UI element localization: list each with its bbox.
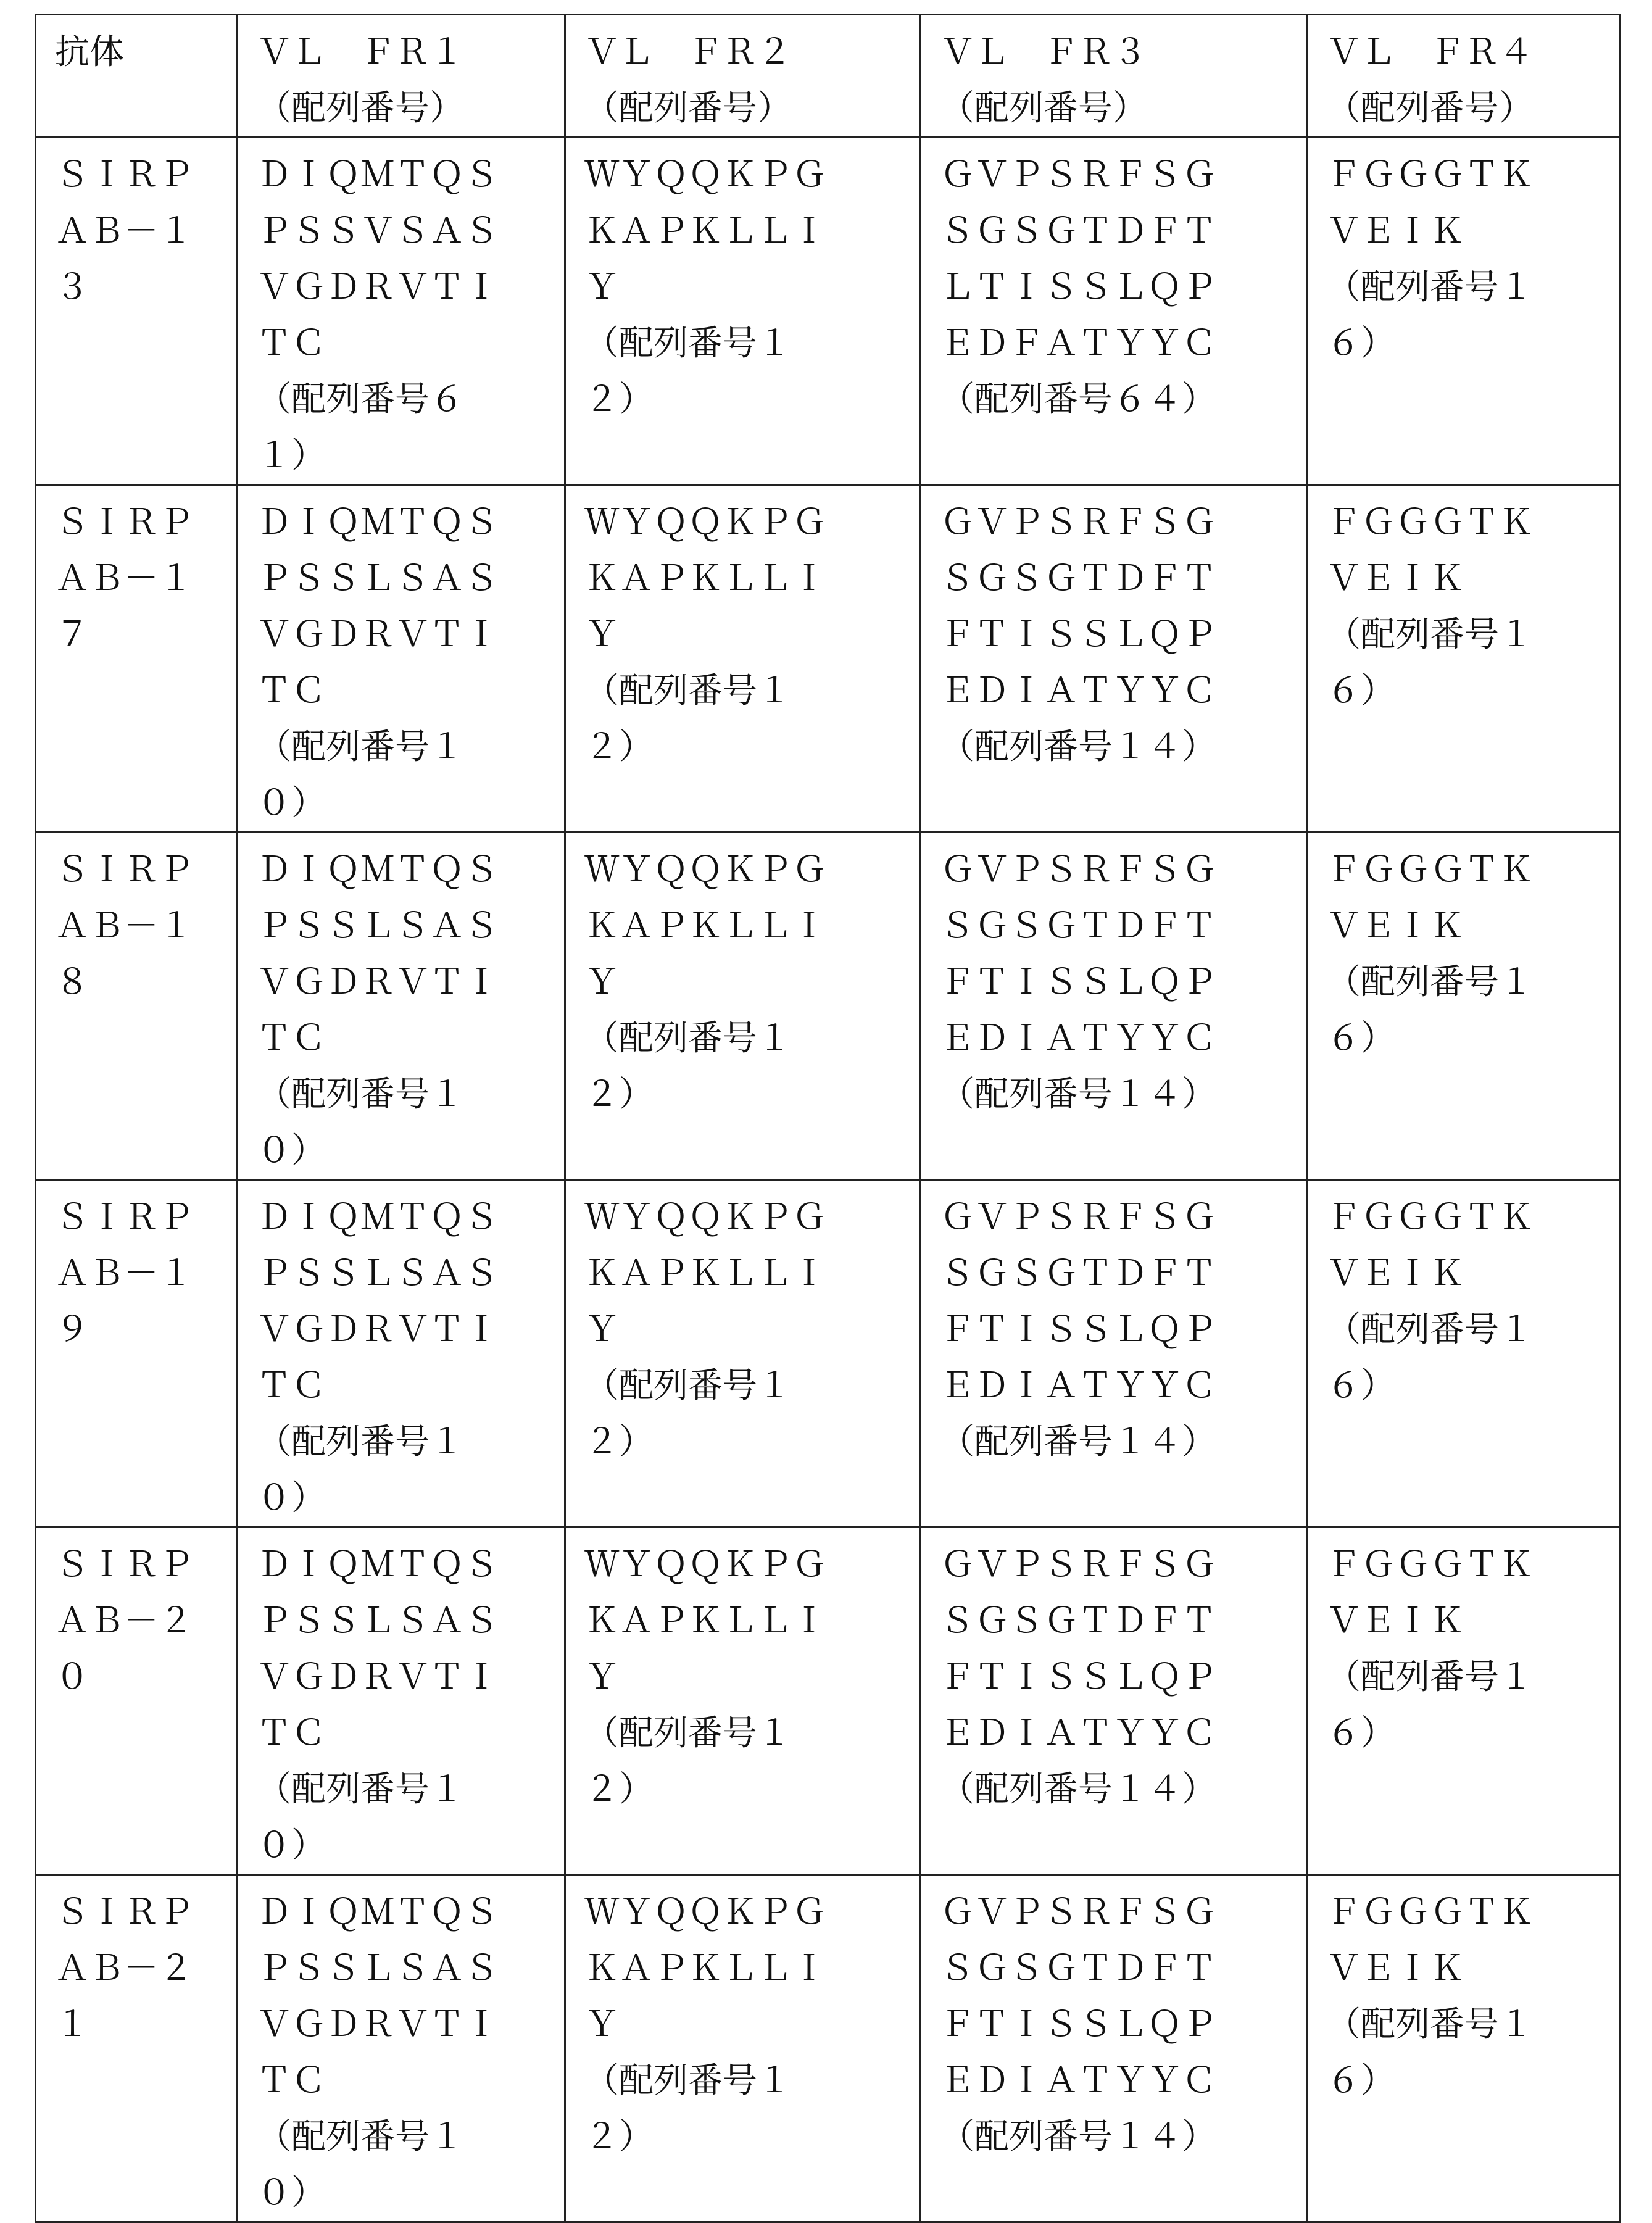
cell-text-line: ＧＶＰＳＲＦＳＧ — [940, 1537, 1306, 1593]
table-header-row — [36, 15, 1620, 138]
cell-text-line: ＳＩＲＰ — [55, 1189, 236, 1245]
cell-vl-fr1 — [238, 1875, 565, 2222]
cell-text-line: ＦＧＧＧＴＫ — [1326, 1537, 1619, 1593]
cell-text-line: （配列番号１ — [257, 1761, 564, 1818]
cell-text-line: ＫＡＰＫＬＬＩ — [584, 203, 919, 259]
cell-text-line: ＤＩＱＭＴＱＳ — [257, 1189, 564, 1245]
table-row — [36, 833, 1620, 1180]
cell-text-line: ＳＧＳＧＴＤＦＴ — [940, 1593, 1306, 1649]
cell-text-line: ３ — [55, 259, 236, 315]
cell-text-line: Ｙ — [584, 1302, 919, 1358]
cell-text-line: ＤＩＱＭＴＱＳ — [257, 1884, 564, 1940]
cell-text-line: ２） — [584, 1761, 919, 1818]
cell-text-line: Ｙ — [584, 954, 919, 1010]
table-row — [36, 485, 1620, 833]
cell-text-line: ＡＢ－１ — [55, 551, 236, 607]
cell-text-line: ＶＬ ＦＲ４ — [1326, 24, 1619, 80]
cell-text-line: （配列番号１ — [257, 1066, 564, 1123]
cell-text-line: ＦＧＧＧＴＫ — [1326, 494, 1619, 551]
cell-text-line: ＳＧＳＧＴＤＦＴ — [940, 1245, 1306, 1302]
cell-text-line: ０） — [257, 1818, 564, 1874]
cell-text-line: ＰＳＳＶＳＡＳ — [257, 203, 564, 259]
cell-text-line: ＫＡＰＫＬＬＩ — [584, 898, 919, 954]
cell-text-line: ＴＣ — [257, 1705, 564, 1761]
cell-text-line: ＤＩＱＭＴＱＳ — [257, 494, 564, 551]
cell-text-line: ＥＤＩＡＴＹＹＣ — [940, 1358, 1306, 1414]
cell-text-line: （配列番号１４） — [940, 719, 1306, 775]
cell-text-line: （配列番号１４） — [940, 1066, 1306, 1123]
cell-antibody — [36, 138, 238, 485]
cell-text-line: （配列番号１ — [584, 1010, 919, 1066]
cell-text-line: ＳＧＳＧＴＤＦＴ — [940, 203, 1306, 259]
cell-text-line: ＰＳＳＬＳＡＳ — [257, 1593, 564, 1649]
cell-text-line: ２） — [584, 1066, 919, 1123]
cell-text-line: ２） — [584, 1414, 919, 1470]
cell-text-line: ＬＴＩＳＳＬＱＰ — [940, 259, 1306, 315]
cell-text-line: １ — [55, 1997, 236, 2053]
cell-text-line: ７ — [55, 607, 236, 663]
cell-text-line: ＡＢ－２ — [55, 1593, 236, 1649]
cell-vl-fr4 — [1307, 1180, 1620, 1527]
cell-text-line: ＴＣ — [257, 315, 564, 372]
cell-text-line: ２） — [584, 2109, 919, 2165]
cell-vl-fr1 — [238, 1180, 565, 1527]
cell-text-line: ＤＩＱＭＴＱＳ — [257, 147, 564, 203]
cell-text-line: ＥＤＩＡＴＹＹＣ — [940, 1010, 1306, 1066]
cell-text-line: ＫＡＰＫＬＬＩ — [584, 551, 919, 607]
cell-text-line: ＥＤＩＡＴＹＹＣ — [940, 1705, 1306, 1761]
cell-text-line: ＡＢ－１ — [55, 1245, 236, 1302]
cell-text-line: （配列番号１４） — [940, 2109, 1306, 2165]
cell-vl-fr3 — [921, 1527, 1307, 1875]
cell-text-line: ＷＹＱＱＫＰＧ — [584, 147, 919, 203]
cell-vl-fr1 — [238, 485, 565, 833]
cell-vl-fr4 — [1307, 485, 1620, 833]
cell-text-line: ＧＶＰＳＲＦＳＧ — [940, 1189, 1306, 1245]
cell-text-line: ０） — [257, 1470, 564, 1526]
cell-text-line: ＰＳＳＬＳＡＳ — [257, 898, 564, 954]
cell-antibody — [36, 1875, 238, 2222]
cell-text-line: ６） — [1326, 663, 1619, 719]
antibody-vl-framework-table — [35, 14, 1621, 2223]
cell-text-line: ＡＢ－１ — [55, 898, 236, 954]
cell-text-line: ＴＣ — [257, 1010, 564, 1066]
cell-text-line: （配列番号１４） — [940, 1761, 1306, 1818]
cell-text-line: ＦＴＩＳＳＬＱＰ — [940, 1649, 1306, 1705]
header-cell-vl-fr2 — [565, 15, 921, 138]
cell-text-line: ２） — [584, 719, 919, 775]
cell-text-line: ＦＴＩＳＳＬＱＰ — [940, 1302, 1306, 1358]
cell-text-line: ＳＧＳＧＴＤＦＴ — [940, 551, 1306, 607]
cell-text-line: ０） — [257, 2165, 564, 2221]
cell-text-line: Ｙ — [584, 259, 919, 315]
cell-text-line: ＦＧＧＧＴＫ — [1326, 147, 1619, 203]
cell-text-line: ＶＥＩＫ — [1326, 1940, 1619, 1997]
cell-vl-fr4 — [1307, 833, 1620, 1180]
cell-vl-fr3 — [921, 1875, 1307, 2222]
cell-text-line: ＶＥＩＫ — [1326, 203, 1619, 259]
cell-text-line: ＴＣ — [257, 1358, 564, 1414]
cell-text-line: ＤＩＱＭＴＱＳ — [257, 1537, 564, 1593]
cell-text-line: ＶＧＤＲＶＴＩ — [257, 1997, 564, 2053]
cell-text-line: ＦＧＧＧＴＫ — [1326, 842, 1619, 898]
table-row — [36, 1527, 1620, 1875]
cell-text-line: （配列番号１ — [257, 1414, 564, 1470]
cell-text-line: Ｙ — [584, 1649, 919, 1705]
cell-text-line: ＷＹＱＱＫＰＧ — [584, 1189, 919, 1245]
cell-text-line: Ｙ — [584, 1997, 919, 2053]
cell-text-line: １） — [257, 428, 564, 484]
cell-text-line: ＤＩＱＭＴＱＳ — [257, 842, 564, 898]
cell-text-line: （配列番号） — [1326, 80, 1619, 136]
cell-text-line: （配列番号１ — [1326, 607, 1619, 663]
cell-text-line: ＶＬ ＦＲ１ — [257, 24, 564, 80]
cell-text-line: ＦＴＩＳＳＬＱＰ — [940, 1997, 1306, 2053]
cell-text-line: ＦＴＩＳＳＬＱＰ — [940, 954, 1306, 1010]
cell-vl-fr4 — [1307, 1875, 1620, 2222]
cell-text-line: （配列番号６ — [257, 372, 564, 428]
cell-text-line: （配列番号１ — [1326, 1649, 1619, 1705]
cell-text-line: ０） — [257, 1123, 564, 1179]
cell-text-line: （配列番号１ — [1326, 259, 1619, 315]
cell-text-line: （配列番号１ — [1326, 954, 1619, 1010]
cell-text-line: ＰＳＳＬＳＡＳ — [257, 551, 564, 607]
cell-text-line: ＦＴＩＳＳＬＱＰ — [940, 607, 1306, 663]
cell-text-line: ＷＹＱＱＫＰＧ — [584, 494, 919, 551]
cell-text-line: ＶＧＤＲＶＴＩ — [257, 607, 564, 663]
cell-text-line: ８ — [55, 954, 236, 1010]
cell-antibody — [36, 1527, 238, 1875]
cell-text-line: ＶＥＩＫ — [1326, 898, 1619, 954]
header-cell-antibody — [36, 15, 238, 138]
cell-text-line: （配列番号１ — [1326, 1302, 1619, 1358]
cell-text-line: ＦＧＧＧＴＫ — [1326, 1884, 1619, 1940]
cell-text-line: ＶＧＤＲＶＴＩ — [257, 1649, 564, 1705]
cell-text-line: ６） — [1326, 1358, 1619, 1414]
cell-text-line: ＧＶＰＳＲＦＳＧ — [940, 147, 1306, 203]
cell-text-line: ＷＹＱＱＫＰＧ — [584, 1537, 919, 1593]
table-row — [36, 138, 1620, 485]
cell-text-line: ＫＡＰＫＬＬＩ — [584, 1940, 919, 1997]
cell-text-line: ０） — [257, 775, 564, 831]
cell-antibody — [36, 485, 238, 833]
cell-vl-fr3 — [921, 138, 1307, 485]
table-row — [36, 1875, 1620, 2222]
cell-vl-fr1 — [238, 138, 565, 485]
cell-vl-fr2 — [565, 1527, 921, 1875]
cell-text-line: （配列番号１ — [584, 1705, 919, 1761]
cell-vl-fr3 — [921, 833, 1307, 1180]
cell-text-line: ＳＩＲＰ — [55, 842, 236, 898]
cell-text-line: ＶＥＩＫ — [1326, 1593, 1619, 1649]
cell-text-line: （配列番号１ — [1326, 1997, 1619, 2053]
cell-vl-fr1 — [238, 1527, 565, 1875]
cell-antibody — [36, 1180, 238, 1527]
cell-text-line: ＶＬ ＦＲ２ — [584, 24, 919, 80]
cell-text-line: ＶＧＤＲＶＴＩ — [257, 954, 564, 1010]
cell-text-line: ＰＳＳＬＳＡＳ — [257, 1245, 564, 1302]
cell-text-line: ＰＳＳＬＳＡＳ — [257, 1940, 564, 1997]
cell-text-line: ＶＬ ＦＲ３ — [940, 24, 1306, 80]
cell-text-line: ＳＧＳＧＴＤＦＴ — [940, 1940, 1306, 1997]
cell-text-line: （配列番号１ — [584, 1358, 919, 1414]
cell-text-line: ＫＡＰＫＬＬＩ — [584, 1593, 919, 1649]
cell-text-line: ９ — [55, 1302, 236, 1358]
cell-text-line: ０ — [55, 1649, 236, 1705]
cell-text-line: ＳＩＲＰ — [55, 1884, 236, 1940]
cell-text-line: ＥＤＩＡＴＹＹＣ — [940, 2053, 1306, 2109]
cell-text-line: ＴＣ — [257, 2053, 564, 2109]
cell-text-line: Ｙ — [584, 607, 919, 663]
cell-text-line: （配列番号１４） — [940, 1414, 1306, 1470]
cell-text-line: ＳＩＲＰ — [55, 1537, 236, 1593]
cell-text-line: （配列番号１ — [584, 2053, 919, 2109]
cell-vl-fr3 — [921, 485, 1307, 833]
cell-text-line: ＥＤＦＡＴＹＹＣ — [940, 315, 1306, 372]
cell-text-line: （配列番号１ — [257, 2109, 564, 2165]
cell-vl-fr2 — [565, 138, 921, 485]
cell-text-line: ＴＣ — [257, 663, 564, 719]
cell-text-line: ＧＶＰＳＲＦＳＧ — [940, 494, 1306, 551]
cell-text-line: ＶＥＩＫ — [1326, 551, 1619, 607]
header-cell-vl-fr4 — [1307, 15, 1620, 138]
cell-text-line: ＥＤＩＡＴＹＹＣ — [940, 663, 1306, 719]
cell-vl-fr2 — [565, 833, 921, 1180]
cell-text-line: ＶＥＩＫ — [1326, 1245, 1619, 1302]
cell-vl-fr4 — [1307, 1527, 1620, 1875]
header-cell-vl-fr1 — [238, 15, 565, 138]
cell-text-line: ＫＡＰＫＬＬＩ — [584, 1245, 919, 1302]
cell-text-line: ６） — [1326, 315, 1619, 372]
cell-antibody — [36, 833, 238, 1180]
cell-text-line: ＦＧＧＧＴＫ — [1326, 1189, 1619, 1245]
cell-text-line: ＳＧＳＧＴＤＦＴ — [940, 898, 1306, 954]
cell-text-line: ＷＹＱＱＫＰＧ — [584, 1884, 919, 1940]
cell-text-line: （配列番号） — [940, 80, 1306, 136]
cell-text-line: ２） — [584, 372, 919, 428]
cell-vl-fr2 — [565, 485, 921, 833]
cell-text-line: （配列番号） — [257, 80, 564, 136]
cell-vl-fr1 — [238, 833, 565, 1180]
cell-vl-fr2 — [565, 1875, 921, 2222]
cell-text-line: ６） — [1326, 1010, 1619, 1066]
cell-text-line: （配列番号） — [584, 80, 919, 136]
cell-vl-fr2 — [565, 1180, 921, 1527]
cell-text-line: （配列番号１ — [584, 663, 919, 719]
cell-text-line: ６） — [1326, 1705, 1619, 1761]
cell-text-line: （配列番号１ — [584, 315, 919, 372]
table-row — [36, 1180, 1620, 1527]
cell-text-line: ＶＧＤＲＶＴＩ — [257, 1302, 564, 1358]
cell-text-line: ＡＢ－２ — [55, 1940, 236, 1997]
cell-text-line: （配列番号６４） — [940, 372, 1306, 428]
cell-text-line: 抗体 — [55, 24, 236, 80]
cell-text-line: ＷＹＱＱＫＰＧ — [584, 842, 919, 898]
cell-text-line: ＶＧＤＲＶＴＩ — [257, 259, 564, 315]
cell-vl-fr4 — [1307, 138, 1620, 485]
cell-text-line: ＳＩＲＰ — [55, 494, 236, 551]
cell-text-line: ＡＢ－１ — [55, 203, 236, 259]
cell-text-line: ＧＶＰＳＲＦＳＧ — [940, 1884, 1306, 1940]
cell-vl-fr3 — [921, 1180, 1307, 1527]
cell-text-line: ６） — [1326, 2053, 1619, 2109]
cell-text-line: （配列番号１ — [257, 719, 564, 775]
cell-text-line: ＳＩＲＰ — [55, 147, 236, 203]
cell-text-line: ＧＶＰＳＲＦＳＧ — [940, 842, 1306, 898]
header-cell-vl-fr3 — [921, 15, 1307, 138]
